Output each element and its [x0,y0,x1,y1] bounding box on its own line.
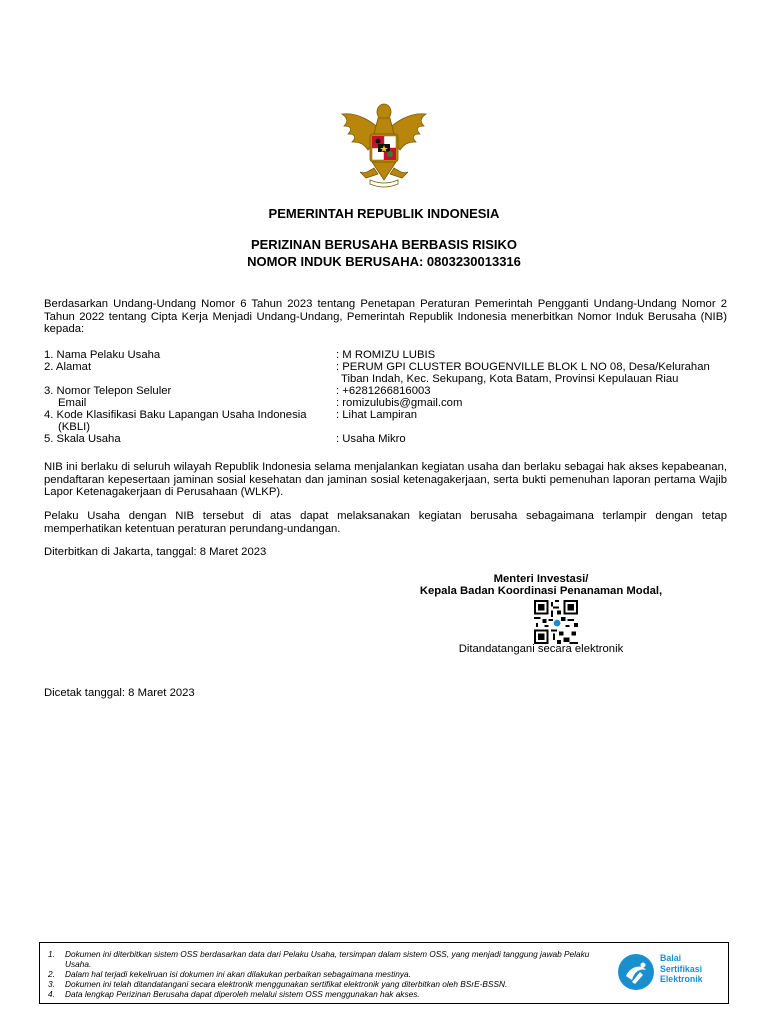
footer-note-text: Dokumen ini telah ditandatangani secara elektronik menggunakan sertifikat elektronik yang diterbitkan oleh BSrE-BSSN. [65,979,508,989]
signatory-title-1: Menteri Investasi/ [493,573,589,585]
field-label-address: 2. Alamat [44,361,92,373]
footer-note [48,969,610,979]
bsre-seal-icon [616,952,656,992]
nib-validity-paragraph: NIB ini berlaku di seluruh wilayah Republik Indonesia selama menjalankan kegiatan usaha dan berlaku sebagai hak akses kepabeanan, pendaftaran kepesertaan jaminan sosial kesehatan dan jaminan sosial ketenagakerjaan, serta bukti pemenuhan laporan pertama Wajib Lapor Ketenagakerjaan di Perusahaan (WLKP). [44,461,727,498]
business-actor-paragraph: Pelaku Usaha dengan NIB tersebut di atas dapat melaksanakan kegiatan berusaha sebagaimana terlampir dengan tetap memperhatikan ketentuan peraturan perundang-undangan. [44,510,727,535]
footer-note-text: Dalam hal terjadi kekeliruan isi dokumen ini akan dilakukan perbaikan sebagaimana mestinya. [65,969,411,979]
field-value-email: : romizulubis@gmail.com [336,397,463,409]
footer-note [48,979,610,989]
signatory-title-2: Kepala Badan Koordinasi Penanaman Modal, [419,585,663,597]
nib-number: NOMOR INDUK BERUSAHA: 0803230013316 [247,254,521,269]
bsre-logo-line-2: Sertifikasi [660,963,703,974]
footer-notes-list [48,949,610,999]
issued-date: Diterbitkan di Jakarta, tanggal: 8 Maret 2023 [44,546,267,558]
footer-note-number: 3. [48,979,55,989]
footer-note-number: 4. [48,989,55,999]
business-details [44,349,734,445]
footer-note [48,989,610,999]
garuda-emblem-icon [334,92,434,192]
field-label-email: Email [58,397,87,409]
intro-paragraph: Berdasarkan Undang-Undang Nomor 6 Tahun 2023 tentang Penetapan Peraturan Pemerintah Pengganti Undang-Undang Nomor 2 Tahun 2022 tentang Cipta Kerja Menjadi Undang-Undang, Pemerintah Republik Indonesia menerbitkan Nomor Induk Berusaha (NIB) kepada: [44,298,727,335]
footer-note-number: 1. [48,949,55,959]
government-title: PEMERINTAH REPUBLIK INDONESIA [268,206,500,221]
field-label-kbli: 4. Kode Klasifikasi Baku Lapangan Usaha Indonesia [44,409,307,421]
field-label-name: 1. Nama Pelaku Usaha [44,349,161,361]
field-row-name [44,349,734,361]
bsre-logo [616,950,716,996]
footer-note-number: 2. [48,969,55,979]
field-row-kbli-cont [44,421,734,433]
qr-code-icon [534,600,578,644]
document-title: PERIZINAN BERUSAHA BERBASIS RISIKO [250,237,518,252]
bsre-logo-line-3: Elektronik [660,974,703,984]
field-row-address [44,361,734,373]
field-row-scale [44,433,734,445]
field-value-kbli: : Lihat Lampiran [336,409,418,421]
field-label-kbli-cont: (KBLI) [58,421,91,433]
field-value-address: : PERUM GPI CLUSTER BOUGENVILLE BLOK L NO 08, Desa/Kelurahan [336,361,710,373]
field-value-scale: : Usaha Mikro [336,433,406,445]
bsre-logo-text [660,953,703,985]
field-row-phone [44,385,734,397]
bsre-logo-line-1: Balai [660,953,682,963]
footer-note [48,949,610,969]
footer-notes-box [39,942,729,1004]
field-label-scale: 5. Skala Usaha [44,433,121,445]
field-value-phone: : +6281266816003 [336,385,431,397]
footer-note-text: Dokumen ini diterbitkan sistem OSS berdasarkan data dari Pelaku Usaha, tersimpan dalam sistem OSS, yang menjadi tanggung jawab Pelaku Usaha. [65,949,590,969]
e-signature-note: Ditandatangani secara elektronik [458,643,624,655]
printed-date: Dicetak tanggal: 8 Maret 2023 [44,687,195,699]
field-row-address-cont [44,373,734,385]
field-label-phone: 3. Nomor Telepon Seluler [44,385,172,397]
field-row-kbli [44,409,734,421]
field-value-address-cont: Tiban Indah, Kec. Sekupang, Kota Batam, Provinsi Kepulauan Riau [341,373,679,385]
field-value-name: : M ROMIZU LUBIS [336,349,436,361]
footer-note-text: Data lengkap Perizinan Berusaha dapat diperoleh melalui sistem OSS menggunakan hak akses. [65,989,420,999]
field-row-email [44,397,734,409]
